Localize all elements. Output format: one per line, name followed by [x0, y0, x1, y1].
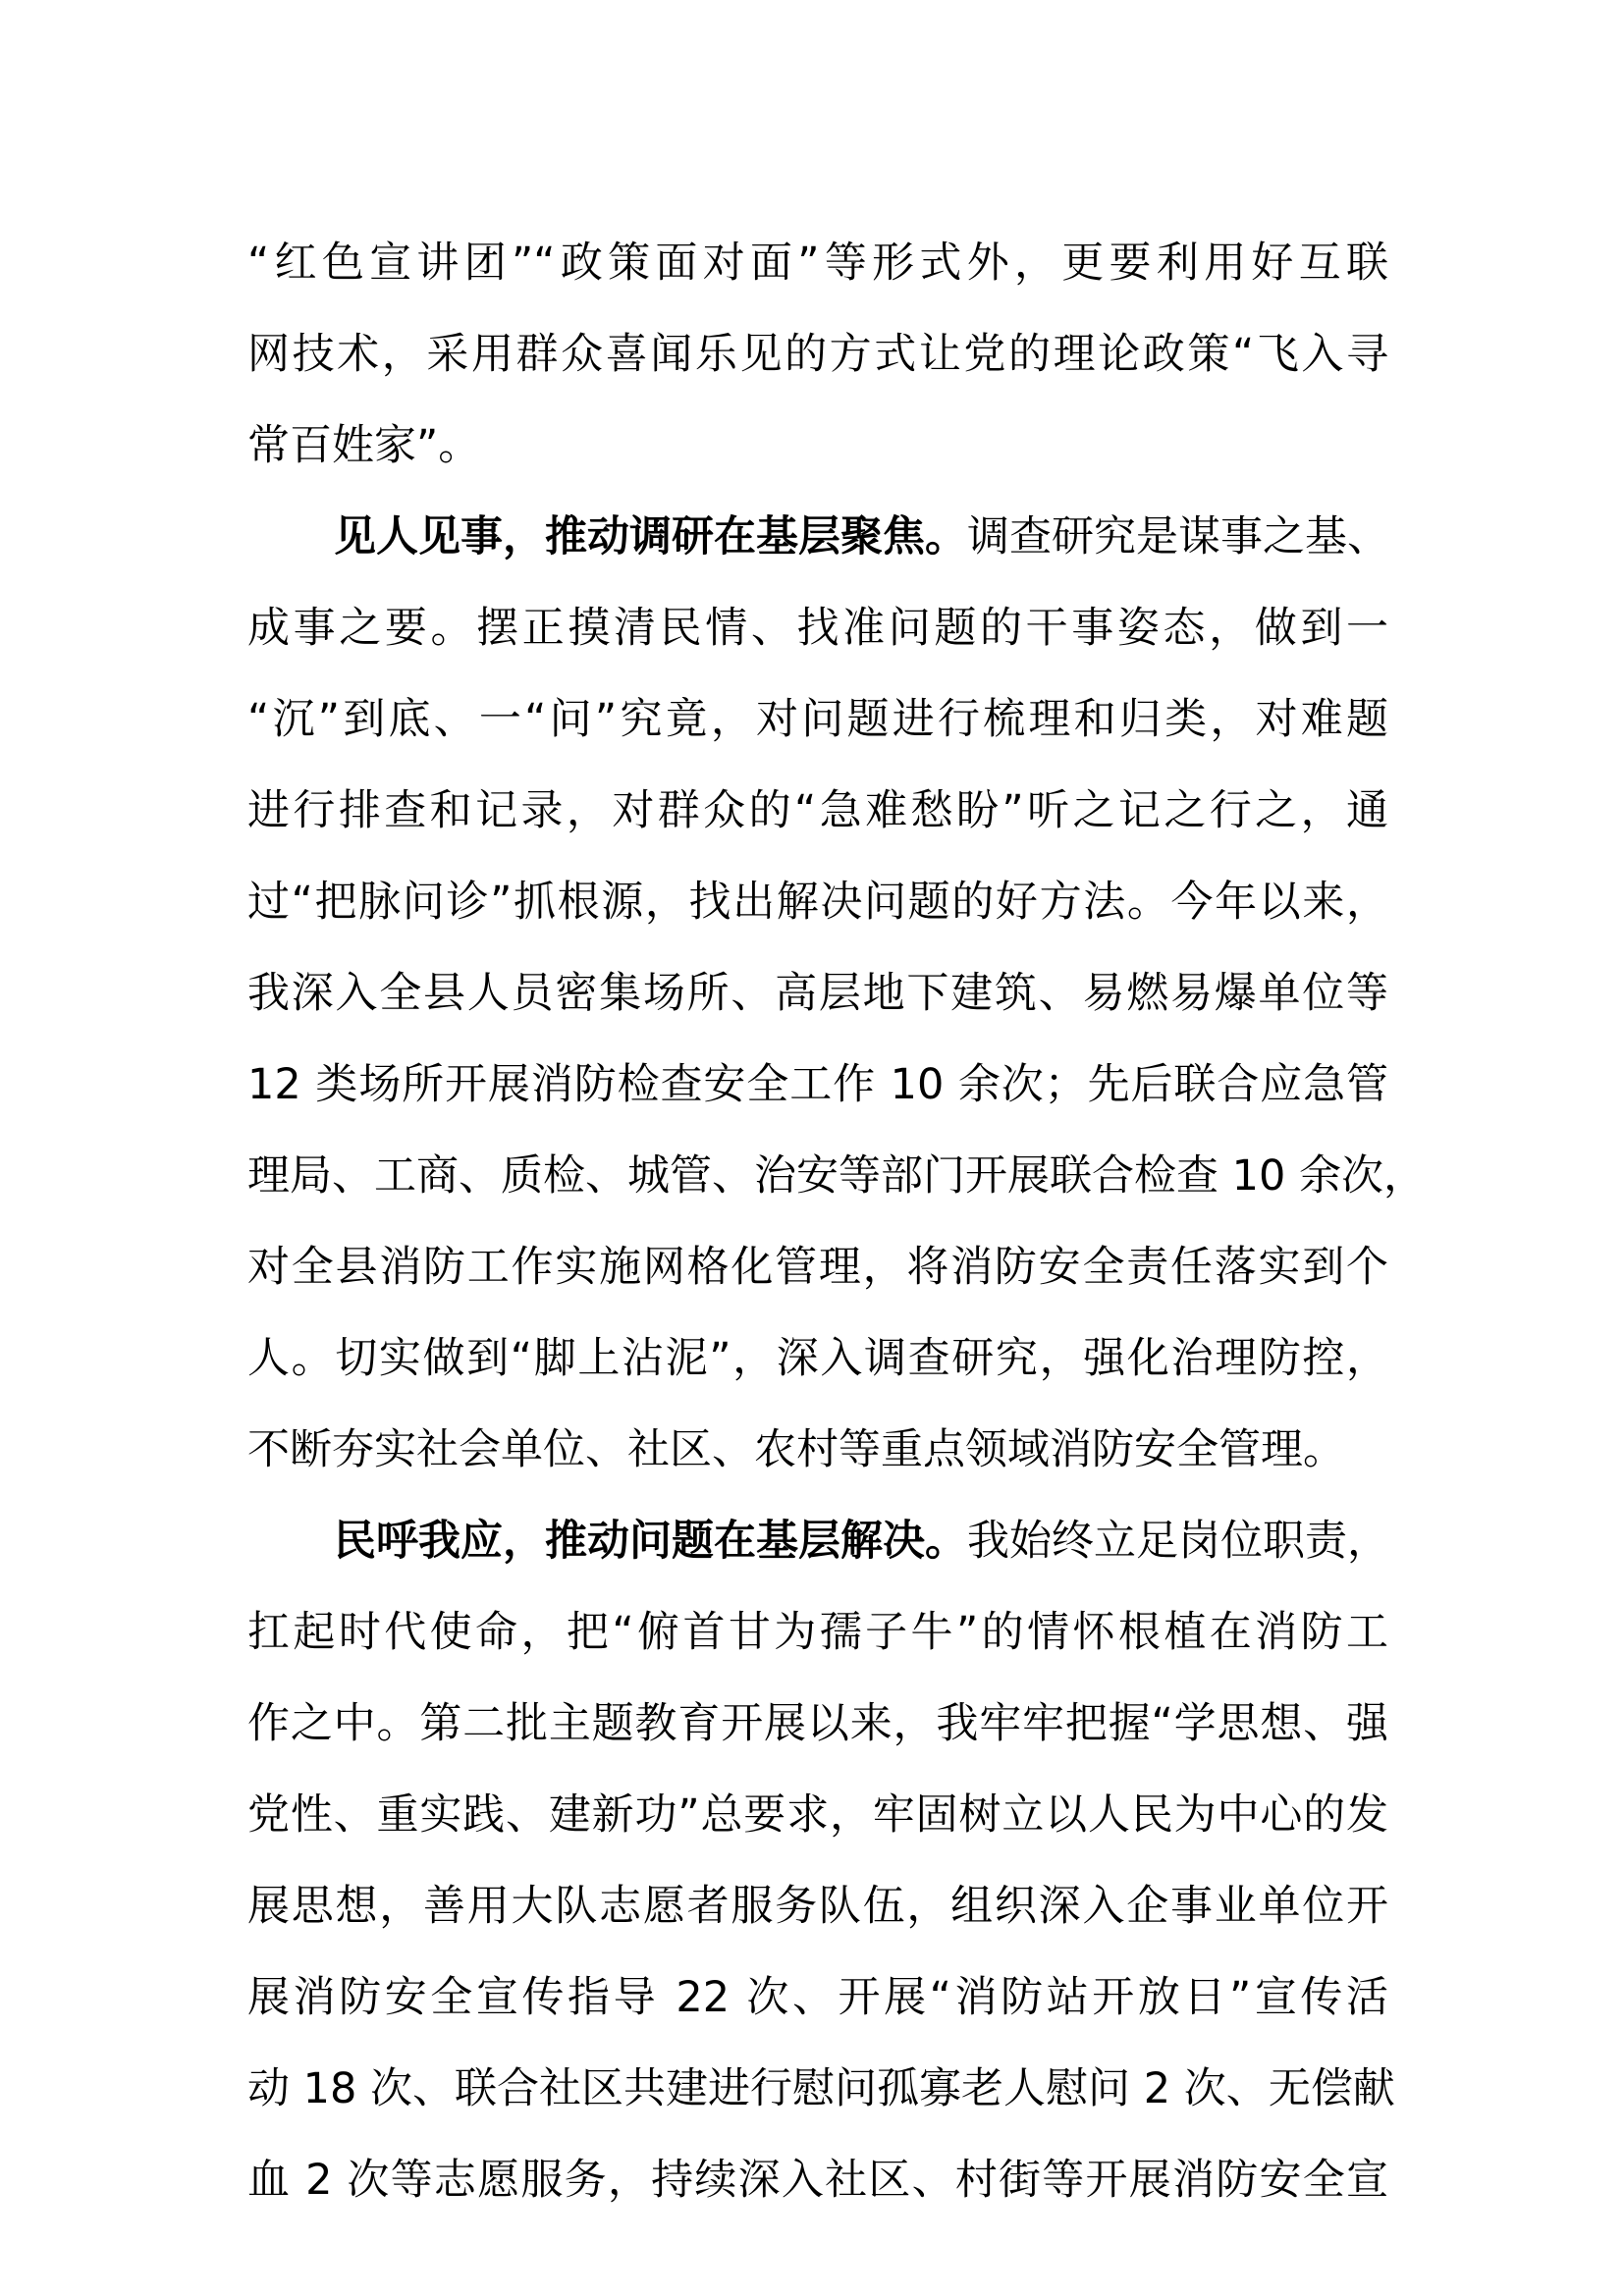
paragraph-heading: 民呼我应，推动问题在基层解决。 [334, 1517, 967, 1566]
text-line: 展消防安全宣传指导 22 次、开展“消防站开放日”宣传活 [247, 1973, 1388, 2022]
text-line: 展思想，善用大队志愿者服务队伍，组织深入企事业单位开 [247, 1882, 1388, 1931]
text-line: 理局、工商、质检、城管、治安等部门开展联合检查 10 余次， [247, 1151, 1427, 1201]
text-line [247, 1496, 1388, 1587]
text-line: 血 2 次等志愿服务，持续深入社区、村街等开展消防安全宣 [247, 2156, 1388, 2205]
text-line: “红色宣讲团”“政策面对面”等形式外，更要利用好互联 [247, 239, 1388, 288]
paragraph-heading: 见人见事，推动调研在基层聚焦。 [334, 512, 967, 561]
text-line: 进行排查和记录，对群众的“急难愁盼”听之记之行之，通 [247, 786, 1388, 835]
text-run: 我始终立足岗位职责， [967, 1517, 1389, 1566]
text-line: 不断夯实社会单位、社区、农村等重点领域消防安全管理。 [247, 1425, 1345, 1474]
text-line: 对全县消防工作实施网格化管理，将消防安全责任落实到个 [247, 1243, 1388, 1292]
text-run: 调查研究是谋事之基、 [967, 512, 1389, 561]
text-line: 党性、重实践、建新功”总要求，牢固树立以人民为中心的发 [247, 1790, 1388, 1840]
text-line: 过“把脉问诊”抓根源，找出解决问题的好方法。今年以来， [247, 878, 1388, 927]
text-line: 我深入全县人员密集场所、高层地下建筑、易燃易爆单位等 [247, 969, 1388, 1018]
text-line: 扛起时代使命，把“俯首甘为孺子牛”的情怀根植在消防工 [247, 1608, 1388, 1657]
text-line: 常百姓家”。 [247, 421, 481, 470]
text-line: 动 18 次、联合社区共建进行慰问孤寡老人慰问 2 次、无偿献 [247, 2064, 1395, 2113]
text-line [247, 492, 1388, 583]
text-line: “沉”到底、一“问”究竟，对问题进行梳理和归类，对难题 [247, 695, 1388, 744]
paragraph-3 [247, 1496, 1395, 2226]
text-line: 成事之要。摆正摸清民情、找准问题的干事姿态，做到一 [247, 604, 1388, 653]
paragraph-1 [247, 218, 1388, 492]
text-line: 人。切实做到“脚上沾泥”，深入调查研究，强化治理防控， [247, 1334, 1388, 1383]
document-page [247, 218, 1427, 2226]
text-line: 作之中。第二批主题教育开展以来，我牢牢把握“学思想、强 [247, 1699, 1388, 1748]
text-line: 12 类场所开展消防检查安全工作 10 余次；先后联合应急管 [247, 1060, 1388, 1109]
paragraph-2 [247, 492, 1427, 1496]
text-line: 网技术，采用群众喜闻乐见的方式让党的理论政策“飞入寻 [247, 330, 1388, 379]
